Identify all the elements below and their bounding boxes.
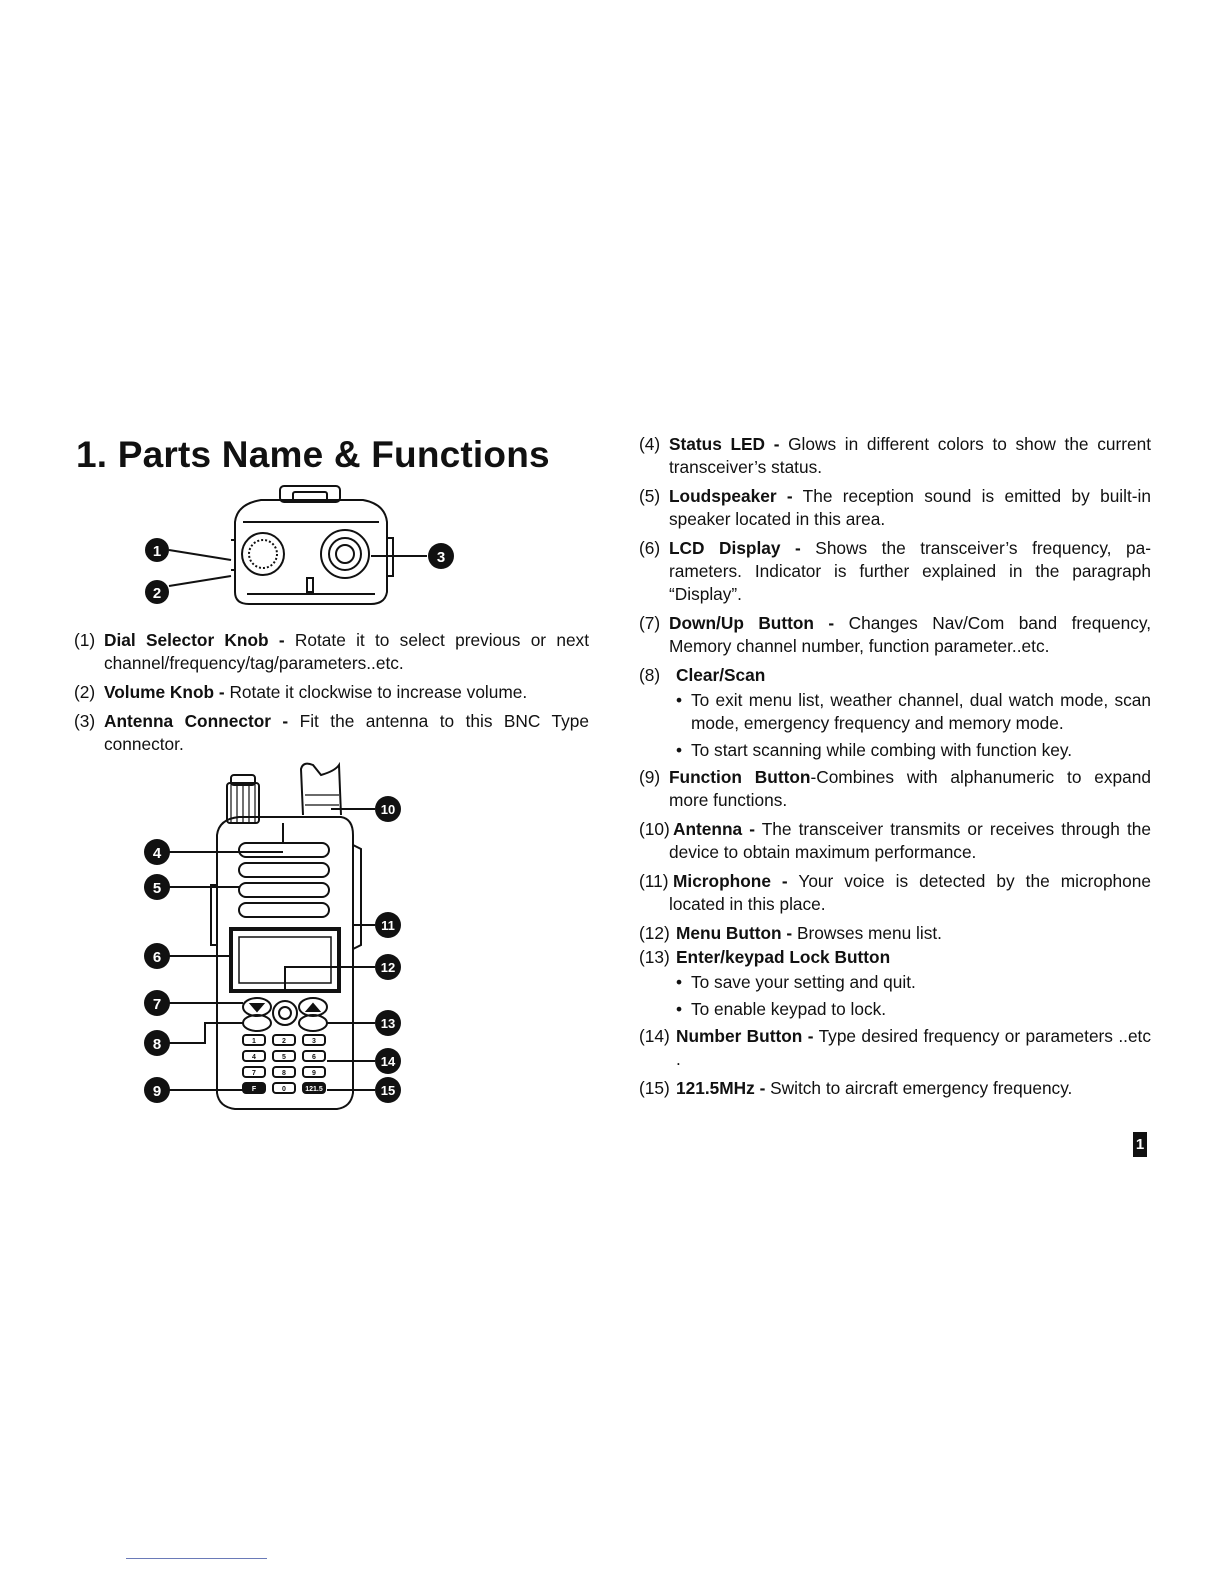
- bullet-text: To start scanning while combing with function key.: [691, 740, 1073, 760]
- item-name: Dial Selector Knob -: [104, 630, 285, 650]
- callout-7-label: 7: [152, 996, 162, 1013]
- callout-15-label: 15: [380, 1083, 396, 1098]
- item-description: Glows in different colors to show the current transceiver’s status.: [669, 434, 1151, 477]
- radio-top-view-diagram: [135, 480, 465, 610]
- item-name: Function Button: [669, 767, 811, 787]
- key-label: 0: [282, 1086, 286, 1093]
- bullet-icon: •: [676, 972, 683, 992]
- item-number: (3): [74, 711, 96, 731]
- item-description: Changes Nav/Com band frequency, Memory channel number, function parameter..etc.: [669, 613, 1151, 656]
- item-number: (2): [74, 682, 96, 702]
- list-item-status-led: [639, 433, 1151, 479]
- callout-10-label: 10: [380, 802, 396, 817]
- item-name: Volume Knob -: [104, 682, 225, 702]
- callout-8-label: 8: [152, 1036, 162, 1053]
- list-item-enter-keypad-lock: [639, 946, 1151, 969]
- item-name: LCD Display -: [669, 538, 801, 558]
- item-description: The reception sound is emitted by built-in speaker located in this area.: [669, 486, 1151, 529]
- item-description: Type desired frequency or parameters ..etc .: [676, 1026, 1151, 1069]
- item-number: (4): [639, 434, 661, 454]
- item-number: (13): [639, 947, 670, 967]
- item-description: Fit the antenna to this BNC Type connector.: [104, 711, 590, 754]
- item-name: Enter/keypad Lock Button: [676, 947, 891, 967]
- callout-12-label: 12: [380, 960, 396, 975]
- item-description: Shows the transceiver’s frequency, pa- rameters. Indicator is further explained in the paragraph “Display”.: [669, 538, 1151, 604]
- item-description: Browses menu list.: [792, 923, 942, 943]
- bullet-text: To enable keypad to lock.: [691, 999, 887, 1019]
- key-label: 7: [252, 1070, 256, 1077]
- callout-5-label: 5: [152, 880, 162, 897]
- list-item-volume-knob: [74, 681, 589, 704]
- item-number: (1): [74, 630, 96, 650]
- item-number: (12): [639, 923, 670, 943]
- list-item-loudspeaker: [639, 485, 1151, 531]
- callout-2-label: 2: [152, 585, 162, 602]
- callout-14-label: 14: [380, 1054, 396, 1069]
- callout-4-label: 4: [152, 845, 162, 862]
- page-title: 1. Parts Name & Functions: [76, 434, 550, 475]
- item-name: Number Button -: [676, 1026, 814, 1046]
- list-item-clear-scan: [639, 664, 1151, 687]
- radio-front-view-diagram: [135, 755, 415, 1130]
- list-item-antenna-connector: [74, 710, 589, 756]
- bullet-item: [639, 971, 1151, 994]
- list-item-antenna: [639, 818, 1151, 864]
- key-label: 3: [312, 1038, 316, 1045]
- item-description: The transceiver transmits or receives through the device to obtain maximum performance.: [669, 819, 1151, 862]
- item-name: Microphone -: [673, 871, 788, 891]
- list-item-121-5mhz: [639, 1077, 1151, 1100]
- item-description: -Combines with alphanumeric to expand more functions.: [669, 767, 1151, 810]
- item-number: (11): [639, 871, 669, 891]
- callout-6-label: 6: [152, 949, 162, 966]
- bullet-item: [639, 689, 1151, 735]
- right-item-list: [639, 433, 1151, 1106]
- item-name: Clear/Scan: [676, 665, 766, 685]
- item-description: Your voice is detected by the microphone located in this place.: [669, 871, 1152, 914]
- callout-11-label: 11: [381, 918, 395, 933]
- item-name: Status LED -: [669, 434, 780, 454]
- item-number: (10): [639, 819, 670, 839]
- item-description: Rotate it clockwise to increase volume.: [224, 682, 528, 702]
- key-label: 5: [282, 1054, 286, 1061]
- key-label: 6: [312, 1054, 316, 1061]
- item-number: (8): [639, 665, 661, 685]
- callout-1-label: 1: [152, 543, 162, 560]
- key-label: 8: [282, 1070, 286, 1077]
- item-name: Loudspeaker -: [669, 486, 793, 506]
- list-item-function-button: [639, 766, 1151, 812]
- item-description: Rotate it to select previous or next channel/frequency/tag/parameters..etc.: [104, 630, 589, 673]
- item-name: Antenna -: [673, 819, 755, 839]
- item-number: (15): [639, 1078, 670, 1098]
- bullet-item: [639, 998, 1151, 1021]
- item-name: Antenna Connector -: [104, 711, 289, 731]
- item-number: (9): [639, 767, 661, 787]
- item-name: Down/Up Button -: [669, 613, 835, 633]
- list-item-lcd-display: [639, 537, 1151, 606]
- bullet-icon: •: [676, 690, 683, 710]
- item-name: 121.5MHz -: [676, 1078, 766, 1098]
- bullet-icon: •: [676, 740, 683, 760]
- item-description: Switch to aircraft emergency frequency.: [765, 1078, 1073, 1098]
- item-number: (14): [639, 1026, 670, 1046]
- item-number: (6): [639, 538, 661, 558]
- list-item-dial-selector-knob: [74, 629, 589, 675]
- key-label: 1: [252, 1038, 256, 1045]
- callout-3-label: 3: [436, 549, 446, 566]
- page-number: 1: [1133, 1132, 1147, 1157]
- item-name: Menu Button -: [676, 923, 793, 943]
- key-label: F: [251, 1086, 257, 1093]
- bullet-icon: •: [676, 999, 683, 1019]
- callout-9-label: 9: [152, 1083, 162, 1100]
- list-item-number-button: [639, 1025, 1151, 1071]
- key-label: 2: [282, 1038, 286, 1045]
- list-item-menu-button: [639, 922, 1151, 945]
- key-label: 121.5: [305, 1086, 323, 1093]
- bullet-text: To exit menu list, weather channel, dual watch mode, scan mode, emergency frequency and memory mode.: [691, 690, 1151, 733]
- key-label: 9: [312, 1070, 316, 1077]
- bullet-item: [639, 739, 1151, 762]
- item-number: (5): [639, 486, 661, 506]
- key-label: 4: [252, 1054, 256, 1061]
- callout-13-label: 13: [380, 1016, 396, 1031]
- footer-divider: [126, 1558, 267, 1559]
- list-item-down-up-button: [639, 612, 1151, 658]
- bullet-text: To save your setting and quit.: [691, 972, 916, 992]
- left-item-list: [74, 629, 589, 762]
- item-number: (7): [639, 613, 661, 633]
- list-item-microphone: [639, 870, 1151, 916]
